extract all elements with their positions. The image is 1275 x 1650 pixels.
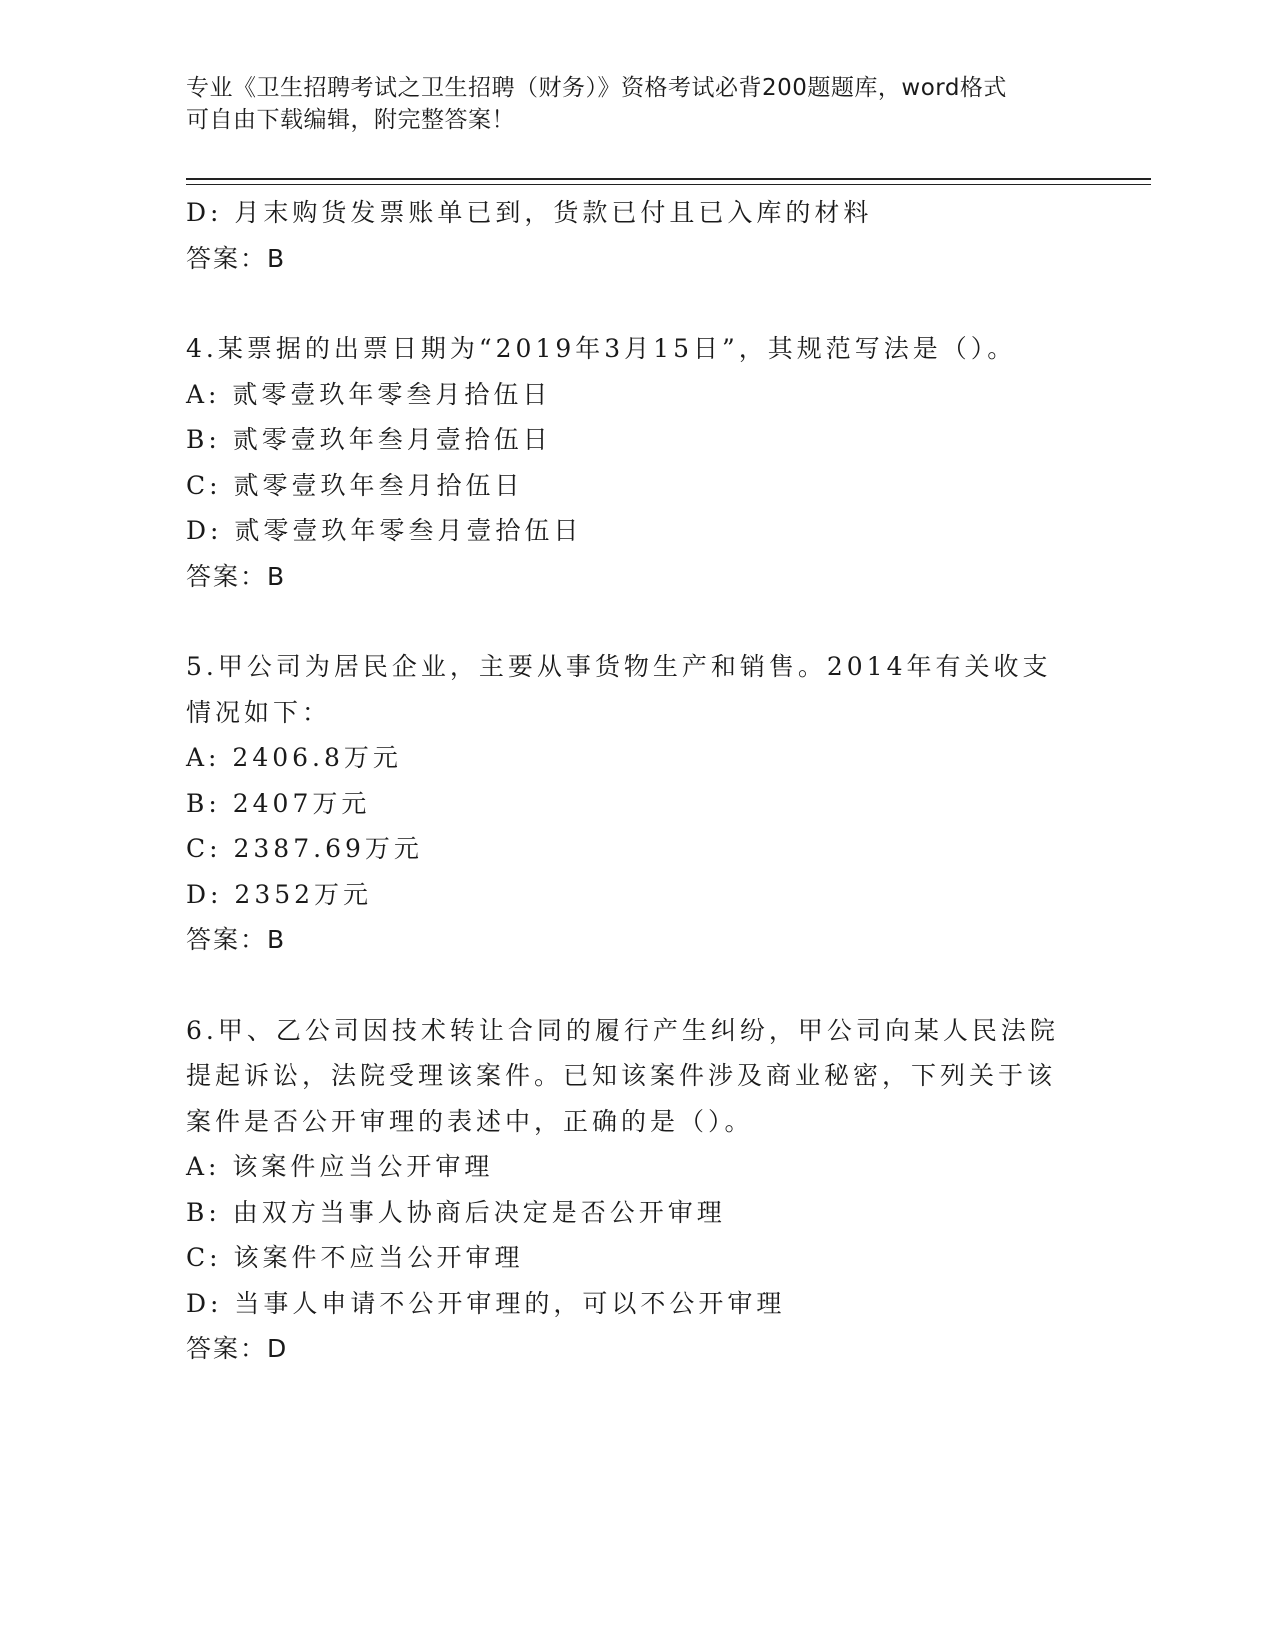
option-c: C: 该案件不应当公开审理 (186, 1243, 524, 1272)
header-title-line1: 专业《卫生招聘考试之卫生招聘（财务）》资格考试必背200题题库，word格式 (186, 75, 1007, 101)
header-title-line2: 可自由下载编辑，附完整答案！ (186, 107, 515, 133)
answer-line: 答案：D (186, 1334, 289, 1363)
option-b: B: 由双方当事人协商后决定是否公开审理 (186, 1197, 726, 1227)
option-c: C: 2387.69万元 (186, 834, 423, 863)
answer-line: 答案：B (186, 243, 287, 273)
option-a: A: 贰零壹玖年零叁月拾伍日 (186, 379, 552, 409)
question-text: 5.甲公司为居民企业，主要从事货物生产和销售。2014年有关收支情况如下： (186, 652, 1052, 727)
header-divider-thick (186, 178, 1151, 180)
question-4 (186, 326, 1066, 599)
question-list (186, 190, 1066, 1372)
document-header (186, 72, 1066, 136)
option-b: B: 2407万元 (186, 788, 371, 818)
answer-line: 答案：B (186, 925, 287, 954)
option-b: B: 贰零壹玖年叁月壹拾伍日 (186, 425, 552, 454)
question-text: 6.甲、乙公司因技术转让合同的履行产生纠纷，甲公司向某人民法院提起诉讼，法院受理该案件。已知该案件涉及商业秘密，下列关于该案件是否公开审理的表述中，正确的是（）。 (186, 1015, 1059, 1136)
answer-line: 答案：B (186, 561, 287, 591)
option-d: D: 月末购货发票账单已到，货款已付且已入库的材料 (186, 198, 873, 227)
option-a: A: 该案件应当公开审理 (186, 1152, 494, 1181)
question-3-tail (186, 190, 1066, 281)
question-5 (186, 644, 1066, 963)
header-divider-thin (186, 184, 1151, 185)
option-c: C: 贰零壹玖年叁月拾伍日 (186, 470, 524, 500)
option-d: D: 当事人申请不公开审理的，可以不公开审理 (186, 1288, 786, 1318)
question-6 (186, 1008, 1066, 1372)
option-a: A: 2406.8万元 (186, 743, 402, 772)
option-d: D: 2352万元 (186, 879, 373, 909)
question-text: 4.某票据的出票日期为“2019年3月15日”，其规范写法是（）。 (186, 334, 1017, 363)
option-d: D: 贰零壹玖年零叁月壹拾伍日 (186, 516, 583, 545)
